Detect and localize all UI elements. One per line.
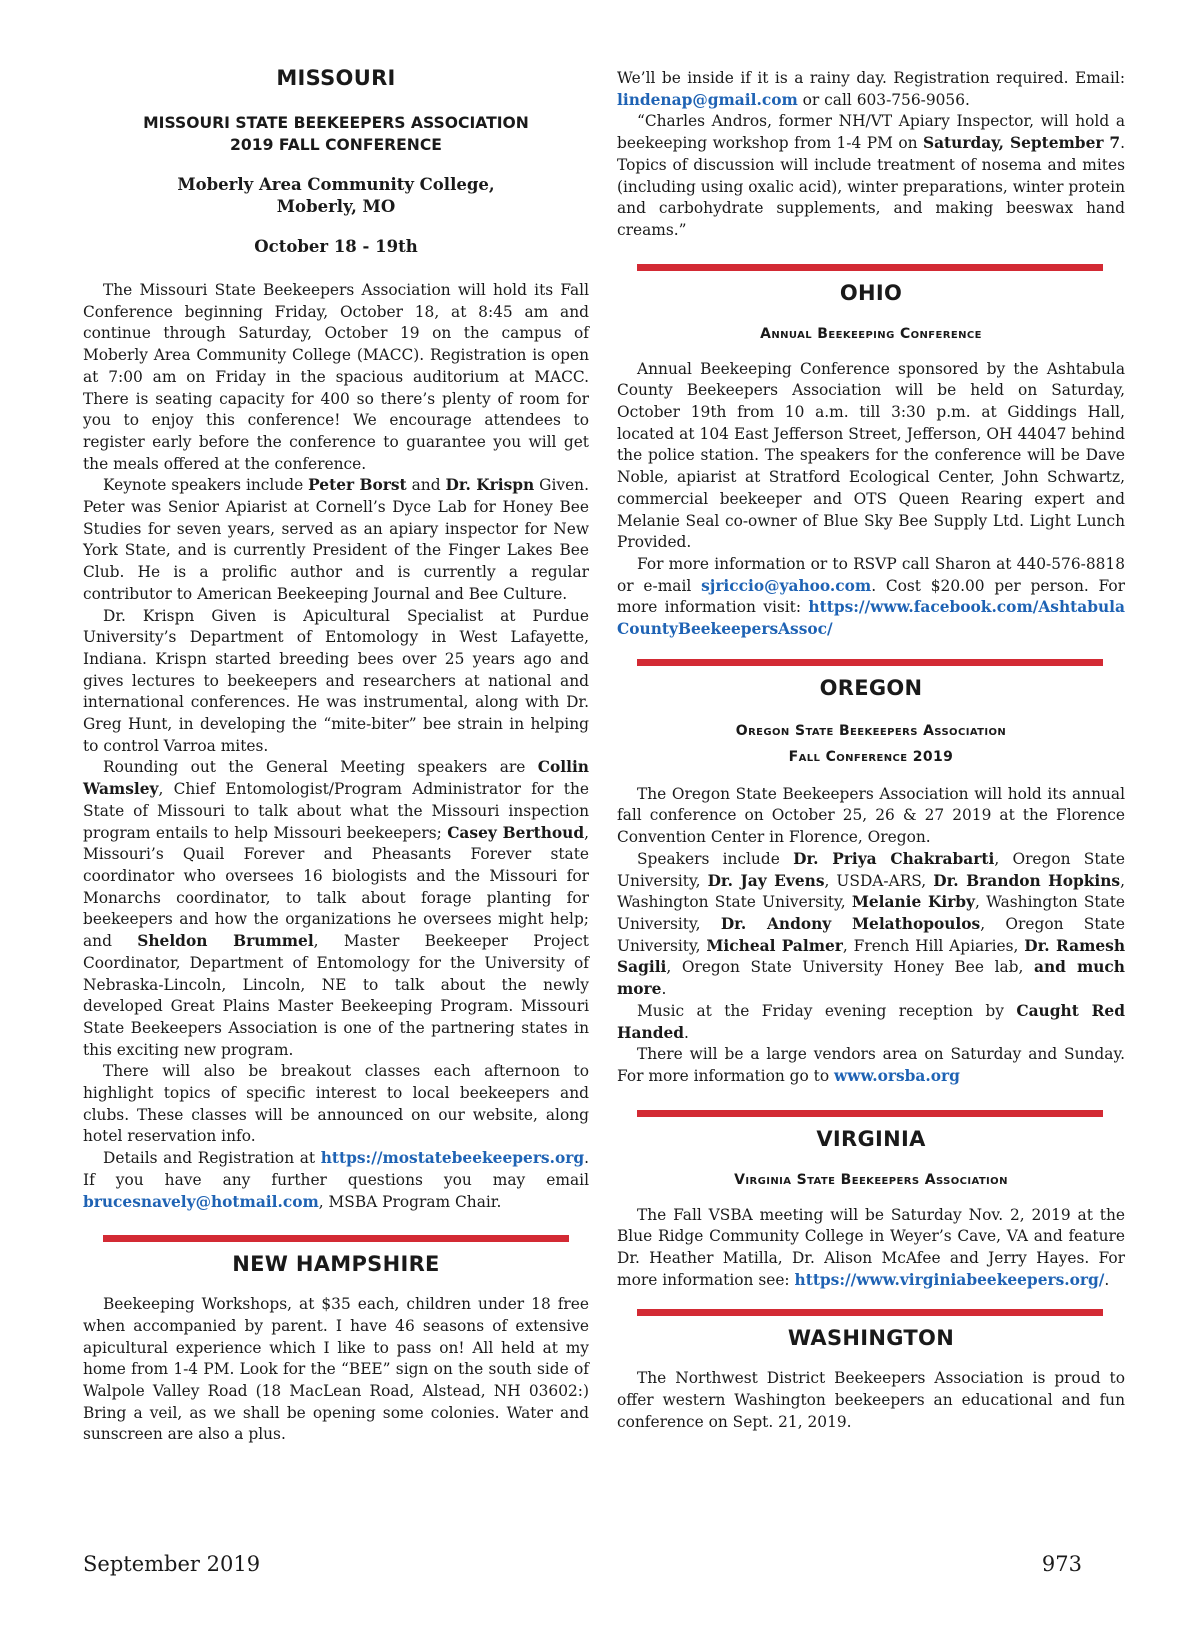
virginia-heading: VIRGINIA bbox=[816, 1126, 926, 1151]
section-divider bbox=[103, 1235, 569, 1242]
virginiabeekeepers-link[interactable]: https://www.virginiabeekeepers.org/ bbox=[794, 1270, 1105, 1289]
facebook-link[interactable]: https://www.facebook.com/AshtabulaCountyBeekeepersAssoc/ bbox=[617, 598, 1125, 639]
ohio-heading: OHIO bbox=[839, 280, 903, 305]
ohio-subheading: Annual Beekeeping Conference bbox=[760, 325, 982, 342]
missouri-paragraph: Rounding out the General Meeting speakers are Collin Wamsley, Chief Entomologist/Program Administrator for the State of Missouri to talk about what the Missouri inspection program entails to help Missouri beekeepers; Casey Berthoud, Missouri’s Quail Forever and Pheasants Forever state coordinator who oversees 16 biologists and the Missouri for Monarchs coordinator, to talk about forage planting for beekeepers and how the organizations he oversees might help; and Sheldon Brummel, Master Beekeeper Project Coordinator, Department of Entomology for the University of Nebraska-Lincoln, Lincoln, NE to talk about the newly developed Great Plains Master Beekeeping Program. Missouri State Beekeepers Association is one of the partnering states in this exciting new program. bbox=[83, 758, 590, 1059]
missouri-venue bbox=[83, 174, 589, 218]
new-hampshire-heading: NEW HAMPSHIRE bbox=[232, 1252, 440, 1277]
oregon-heading: OREGON bbox=[819, 675, 923, 700]
brucesnavely-email-link[interactable]: brucesnavely@hotmail.com bbox=[83, 1192, 319, 1211]
oregon-paragraph: Music at the Friday evening reception by Caught Red Handed. bbox=[617, 1001, 1125, 1042]
virginia-subheading: Virginia State Beekeepers Association bbox=[734, 1171, 1008, 1188]
footer-date: September 2019 bbox=[83, 1552, 261, 1576]
missouri-paragraph: Details and Registration at https://mostatebeekeepers.org. If you have any further questions you may email brucesnavely@hotmail.com, MSBA Program Chair. bbox=[83, 1149, 589, 1211]
missouri-paragraph: Keynote speakers include Peter Borst and Dr. Krispn Given. Peter was Senior Apiarist at Cornell’s Dyce Lab for Honey Bee Studies for seven years, served as an apiary inspector for New York State, and is currently President of the Finger Lakes Bee Club. He is a prolific author and is currently a regular contributor to American Beekeeping Journal and Bee Culture. bbox=[83, 476, 589, 603]
oregon-paragraph: The Oregon State Beekeepers Association will hold its annual fall conference on October 25, 26 & 27 2019 at the Florence Convention Center in Florence, Oregon. bbox=[617, 784, 1125, 847]
venue-line-1: Moberly Area Community College, bbox=[177, 175, 495, 194]
section-divider bbox=[637, 264, 1103, 271]
lindenap-email-link[interactable]: lindenap@gmail.com bbox=[617, 90, 798, 109]
missouri-paragraph: Dr. Krispn Given is Apicultural Specialist at Purdue University’s Department of Entomology in West Lafayette, Indiana. Krispn started breeding bees over 25 years ago and gives lectures to beekeepers and researchers at national and international conferences. He was instrumental, along with Dr. Greg Hunt, in developing the “mite-biter” bee strain in helping to control Varroa mites. bbox=[83, 606, 589, 755]
left-column bbox=[83, 66, 589, 1446]
org-line-1: MISSOURI STATE BEEKEEPERS ASSOCIATION bbox=[143, 114, 529, 132]
new-hampshire-continued: We’ll be inside if it is a rainy day. Registration required. Email: lindenap@gmail.com or call 603-756-9056. bbox=[617, 69, 1125, 109]
sjriccio-email-link[interactable]: sjriccio@yahoo.com bbox=[701, 576, 872, 595]
oregon-subheading bbox=[617, 718, 1125, 770]
washington-heading: WASHINGTON bbox=[787, 1326, 955, 1351]
venue-line-2: Moberly, MO bbox=[276, 197, 396, 216]
missouri-dates: October 18 - 19th bbox=[254, 237, 418, 256]
missouri-paragraph: The Missouri State Beekeepers Association will hold its Fall Conference beginning Friday, October 18, at 8:45 am and continue through Saturday, October 19 on the campus of Moberly Area Community College (MACC). Registration is open at 7:00 am on Friday in the spacious auditorium at MACC. There is seating capacity for 400 so there’s plenty of room for you to enjoy this conference! We encourage attendees to register early before the conference to guarantee you will get the meals offered at the conference. bbox=[83, 281, 589, 473]
washington-paragraph: The Northwest District Beekeepers Association is proud to offer western Washington beekeepers an educational and fun conference on Sept. 21, 2019. bbox=[617, 1369, 1125, 1431]
section-divider bbox=[637, 1110, 1103, 1117]
missouri-heading: MISSOURI bbox=[276, 66, 396, 90]
oregon-paragraph: There will be a large vendors area on Saturday and Sunday. For more information go to www.orsba.org bbox=[617, 1045, 1125, 1085]
missouri-paragraph: There will also be breakout classes each afternoon to highlight topics of specific interest to local beekeepers and clubs. These classes will be announced on our website, along hotel reservation info. bbox=[83, 1062, 589, 1146]
right-column bbox=[617, 68, 1125, 1434]
org-line-2: 2019 FALL CONFERENCE bbox=[230, 136, 442, 154]
virginia-paragraph: The Fall VSBA meeting will be Saturday Nov. 2, 2019 at the Blue Ridge Community College in Weyer’s Cave, VA and feature Dr. Heather Matilla, Dr. Alison McAfee and Jerry Hayes. For more information see: https://www.virginiabeekeepers.org/. bbox=[617, 1205, 1125, 1289]
ohio-paragraph: Annual Beekeeping Conference sponsored by the Ashtabula County Beekeepers Association will be held on Saturday, October 19th from 10 a.m. till 3:30 p.m. at Giddings Hall, located at 104 East Jefferson Street, Jefferson, OH 44047 behind the police station. The speakers for the conference will be Dave Noble, apiarist at Stratford Ecological Center, John Schwartz, commercial beekeeper and OTS Queen Rearing expert and Melanie Seal co-owner of Blue Sky Bee Supply Ltd. Light Lunch Provided. bbox=[617, 359, 1125, 552]
new-hampshire-paragraph: Beekeeping Workshops, at $35 each, children under 18 free when accompanied by parent. I have 46 seasons of extensive apicultural experience which I like to pass on! All held at my home from 1-4 PM. Look for the “BEE” sign on the south side of Walpole Valley Road (18 MacLean Road, Alstead, NH 03602:) Bring a veil, as we shall be opening some colonies. Water and sunscreen are also a plus. bbox=[83, 1295, 589, 1444]
page-number: 973 bbox=[1041, 1552, 1082, 1576]
new-hampshire-paragraph: “Charles Andros, former NH/VT Apiary Inspector, will hold a beekeeping workshop from 1-4 PM on Saturday, September 7. Topics of discussion will include treatment of nosema and mites (including using oxalic acid), winter preparations, winter protein and carbohydrate supplements, and making beeswax hand creams.” bbox=[617, 112, 1126, 239]
orsba-link[interactable]: www.orsba.org bbox=[834, 1066, 960, 1085]
missouri-org-title bbox=[83, 112, 589, 156]
oregon-sub-line-1: Oregon State Beekeepers Association bbox=[735, 722, 1007, 739]
ohio-paragraph: For more information or to RSVP call Sharon at 440-576-8818 or e-mail sjriccio@yahoo.com. Cost $20.00 per person. For more information visit: https://www.facebook.com/AshtabulaCountyBeekeepersAssoc/ bbox=[617, 554, 1125, 639]
oregon-paragraph: Speakers include Dr. Priya Chakrabarti, Oregon State University, Dr. Jay Evens, USDA-ARS, Dr. Brandon Hopkins, Washington State University, Melanie Kirby, Washington State University, Dr. Andony Melathopoulos, Oregon State University, Micheal Palmer, French Hill Apiaries, Dr. Ramesh Sagili, Oregon State University Honey Bee lab, and much more. bbox=[617, 849, 1126, 999]
oregon-sub-line-2: Fall Conference 2019 bbox=[788, 748, 954, 765]
section-divider bbox=[637, 659, 1103, 666]
section-divider bbox=[637, 1309, 1103, 1316]
mostatebeekeepers-link[interactable]: https://mostatebeekeepers.org bbox=[320, 1149, 585, 1168]
